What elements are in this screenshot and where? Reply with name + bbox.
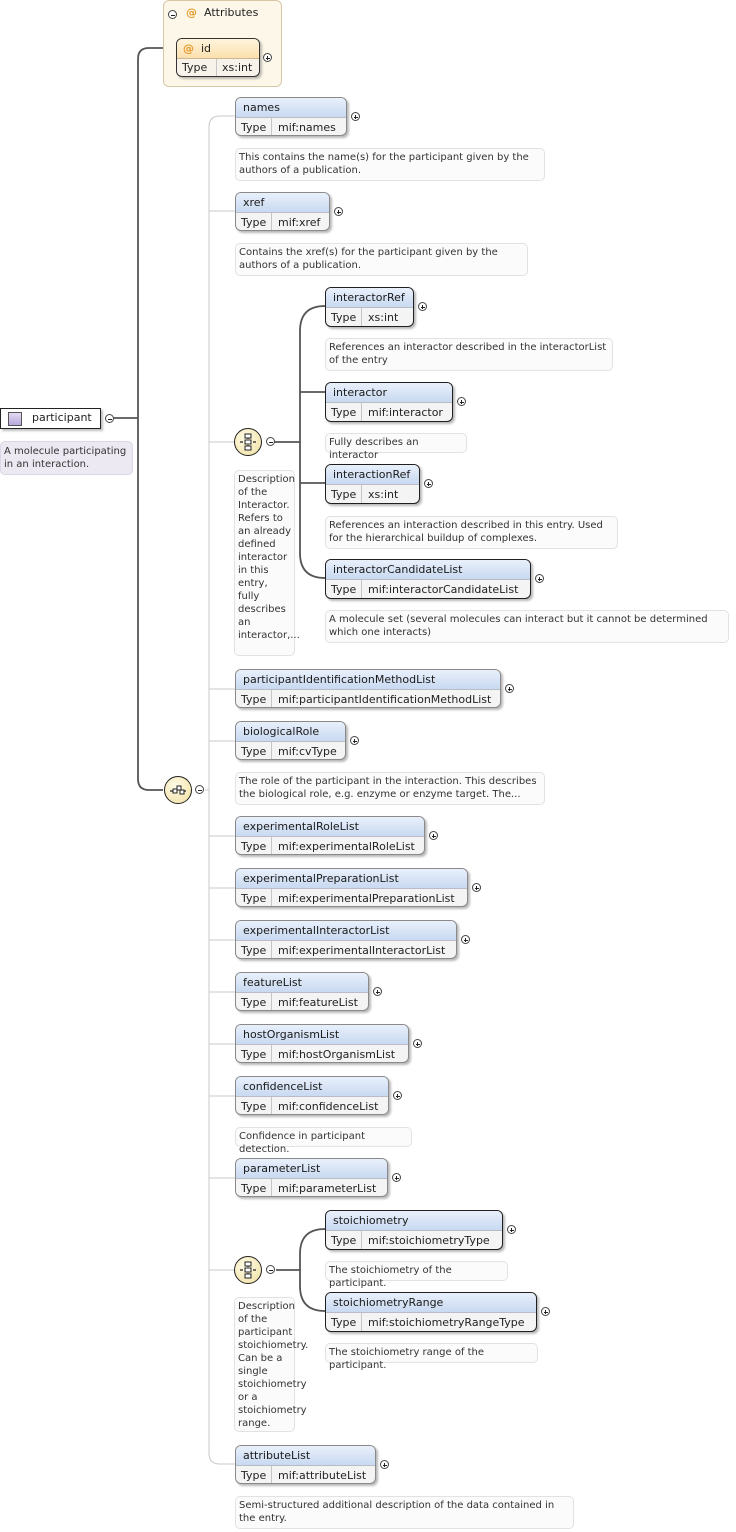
- type-label: Type: [236, 1045, 272, 1063]
- element-names[interactable]: [235, 97, 347, 136]
- expand-icon[interactable]: [334, 207, 343, 216]
- element-type: mif:names: [278, 121, 336, 134]
- element-name: interactorCandidateList: [326, 560, 530, 580]
- element-xref[interactable]: [235, 192, 330, 231]
- element-type: mif:xref: [278, 216, 321, 229]
- element-type: mif:cvType: [278, 745, 337, 758]
- element-name: stoichiometry: [326, 1211, 502, 1231]
- element-interactorRef[interactable]: [325, 287, 414, 327]
- stoichiometryRange-note: The stoichiometry range of the participant.: [325, 1343, 538, 1363]
- expand-icon[interactable]: [429, 831, 438, 840]
- element-name: attributeList: [236, 1446, 375, 1466]
- attributes-title: Attributes: [204, 6, 259, 19]
- element-name: featureList: [236, 973, 368, 993]
- element-type: mif:attributeList: [278, 1469, 367, 1482]
- attribute-at-icon: @: [186, 6, 197, 19]
- element-type: mif:confidenceList: [278, 1100, 379, 1113]
- expand-icon[interactable]: [350, 736, 359, 745]
- type-label: Type: [236, 993, 272, 1011]
- expand-icon[interactable]: [541, 1307, 550, 1316]
- element-interactor[interactable]: [325, 382, 453, 422]
- element-stoichiometry[interactable]: [325, 1210, 503, 1250]
- expand-icon[interactable]: [392, 1173, 401, 1182]
- choice-note: Description of the Interactor. Refers to an already defined interactor in this entry, fully describes an interactor,...: [234, 470, 295, 656]
- collapse-icon[interactable]: [266, 1265, 275, 1274]
- type-label: Type: [177, 59, 217, 77]
- interactorCandidateList-note: A molecule set (several molecules can interact but it cannot be determined which one interacts): [325, 610, 729, 643]
- choice-compositor-icon[interactable]: [234, 428, 262, 456]
- expand-icon[interactable]: [461, 935, 470, 944]
- type-label: Type: [326, 580, 362, 599]
- collapse-icon[interactable]: [105, 414, 114, 423]
- element-interactionRef[interactable]: [325, 464, 420, 504]
- element-attributeList[interactable]: [235, 1445, 376, 1484]
- element-name: parameterList: [236, 1159, 387, 1179]
- interactor-note: Fully describes an interactor: [325, 433, 467, 453]
- element-type: mif:hostOrganismList: [278, 1048, 396, 1061]
- xref-note: Contains the xref(s) for the participant given by the authors of a publication.: [235, 243, 528, 276]
- type-label: Type: [236, 690, 272, 708]
- element-name: names: [236, 98, 346, 118]
- biologicalRole-note: The role of the participant in the interaction. This describes the biological role, e.g. enzyme or enzyme target. The...: [235, 772, 545, 805]
- element-type: mif:interactorCandidateList: [368, 583, 519, 596]
- collapse-icon[interactable]: [168, 10, 177, 19]
- participant-description: A molecule participating in an interaction.: [0, 441, 133, 475]
- type-label: Type: [236, 889, 272, 907]
- element-experimentalPreparationList[interactable]: [235, 868, 468, 907]
- type-label: Type: [236, 837, 272, 855]
- type-label: Type: [236, 742, 272, 760]
- element-type: xs:int: [368, 488, 399, 501]
- expand-icon[interactable]: [418, 302, 427, 311]
- element-name: experimentalInteractorList: [236, 921, 456, 941]
- element-name: confidenceList: [236, 1077, 388, 1097]
- element-experimentalInteractorList[interactable]: [235, 920, 457, 959]
- element-type: mif:interactor: [368, 406, 443, 419]
- element-participantIdentificationMethodList[interactable]: [235, 669, 501, 708]
- attribute-at-icon: @: [183, 42, 194, 55]
- element-type: mif:experimentalRoleList: [278, 840, 415, 853]
- attributeList-note: Semi-structured additional description of the data contained in the entry.: [235, 1496, 574, 1529]
- type-label: Type: [326, 485, 362, 504]
- expand-icon[interactable]: [535, 574, 544, 583]
- participant-element[interactable]: [0, 408, 101, 429]
- names-note: This contains the name(s) for the participant given by the authors of a publication.: [235, 148, 545, 181]
- element-icon: [8, 412, 22, 426]
- sequence-compositor-icon[interactable]: [164, 776, 192, 804]
- collapse-icon[interactable]: [195, 785, 204, 794]
- type-label: Type: [326, 308, 362, 327]
- stoichiometry-note: The stoichiometry of the participant.: [325, 1261, 508, 1281]
- element-type: mif:featureList: [278, 996, 358, 1009]
- element-parameterList[interactable]: [235, 1158, 388, 1197]
- choice-compositor-icon[interactable]: [234, 1256, 262, 1284]
- expand-icon[interactable]: [373, 987, 382, 996]
- collapse-icon[interactable]: [266, 437, 275, 446]
- type-label: Type: [236, 213, 272, 231]
- type-label: Type: [236, 941, 272, 959]
- element-name: hostOrganismList: [236, 1025, 408, 1045]
- element-confidenceList[interactable]: [235, 1076, 389, 1115]
- element-name: biologicalRole: [236, 722, 345, 742]
- expand-icon[interactable]: [413, 1039, 422, 1048]
- element-interactorCandidateList[interactable]: [325, 559, 531, 599]
- stoichiometry-choice-note: Description of the participant stoichiometry. Can be a single stoichiometry or a stoichiometry range.: [234, 1297, 295, 1432]
- element-name: interactorRef: [326, 288, 413, 308]
- type-label: Type: [236, 1179, 272, 1197]
- element-type: mif:participantIdentificationMethodList: [278, 693, 492, 706]
- expand-icon[interactable]: [263, 53, 272, 62]
- element-type: mif:stoichiometryRangeType: [368, 1316, 525, 1329]
- expand-icon[interactable]: [393, 1091, 402, 1100]
- element-stoichiometryRange[interactable]: [325, 1292, 537, 1332]
- element-type: mif:experimentalInteractorList: [278, 944, 446, 957]
- element-name: interactor: [326, 383, 452, 403]
- element-featureList[interactable]: [235, 972, 369, 1011]
- expand-icon[interactable]: [457, 397, 466, 406]
- element-type: mif:experimentalPreparationList: [278, 892, 455, 905]
- attribute-name: id: [201, 42, 212, 55]
- element-name: stoichiometryRange: [326, 1293, 536, 1313]
- interactionRef-note: References an interaction described in this entry. Used for the hierarchical buildup of complexes.: [325, 516, 618, 549]
- type-label: Type: [236, 1466, 272, 1484]
- element-hostOrganismList[interactable]: [235, 1024, 409, 1063]
- type-label: Type: [236, 1097, 272, 1115]
- interactorRef-note: References an interactor described in the interactorList of the entry: [325, 338, 613, 371]
- expand-icon[interactable]: [505, 684, 514, 693]
- expand-icon[interactable]: [351, 112, 360, 121]
- element-name: participantIdentificationMethodList: [236, 670, 500, 690]
- element-name: xref: [236, 193, 329, 213]
- element-type: xs:int: [368, 311, 399, 324]
- confidenceList-note: Confidence in participant detection.: [235, 1127, 412, 1147]
- expand-icon[interactable]: [380, 1460, 389, 1469]
- expand-icon[interactable]: [424, 479, 433, 488]
- attribute-type: xs:int: [222, 61, 253, 74]
- element-type: mif:parameterList: [278, 1182, 377, 1195]
- type-label: Type: [236, 118, 272, 136]
- expand-icon[interactable]: [472, 883, 481, 892]
- expand-icon[interactable]: [507, 1225, 516, 1234]
- element-type: mif:stoichiometryType: [368, 1234, 490, 1247]
- participant-label: participant: [32, 411, 92, 424]
- type-label: Type: [326, 1231, 362, 1250]
- element-name: experimentalRoleList: [236, 817, 424, 837]
- type-label: Type: [326, 403, 362, 422]
- attribute-id[interactable]: [176, 38, 260, 77]
- element-biologicalRole[interactable]: [235, 721, 346, 760]
- element-name: interactionRef: [326, 465, 419, 485]
- element-experimentalRoleList[interactable]: [235, 816, 425, 855]
- type-label: Type: [326, 1313, 362, 1332]
- element-name: experimentalPreparationList: [236, 869, 467, 889]
